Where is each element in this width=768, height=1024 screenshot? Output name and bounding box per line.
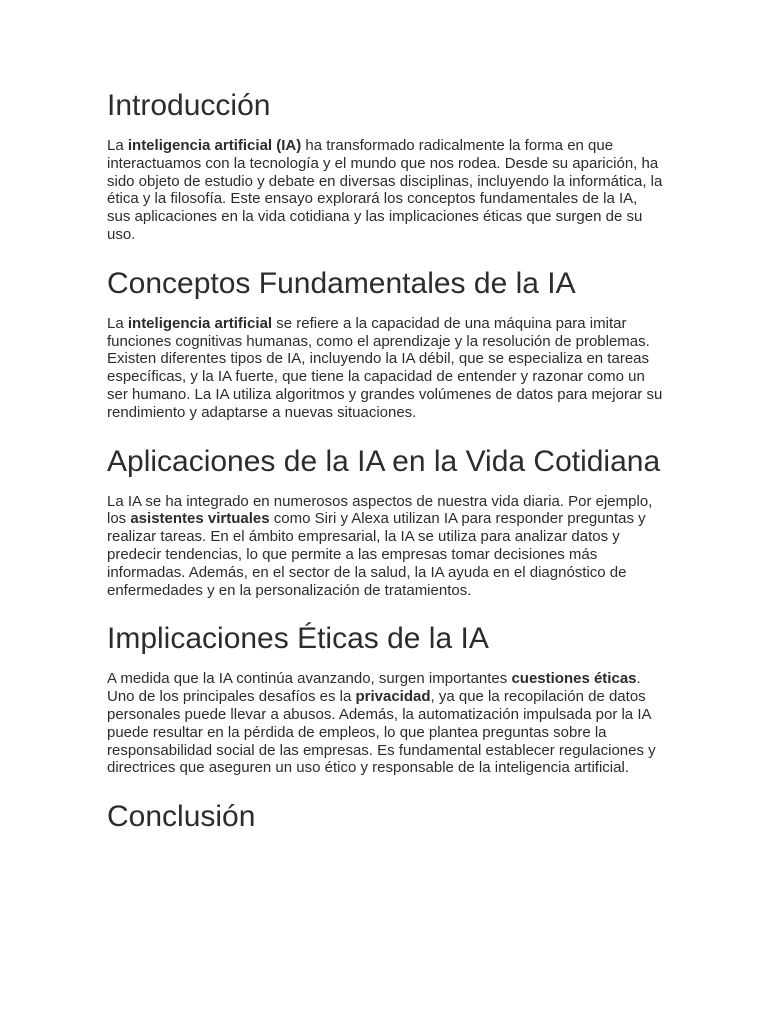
section-heading-aplicaciones: Aplicaciones de la IA en la Vida Cotidiana (107, 444, 661, 478)
section-paragraph-introduccion (107, 137, 663, 244)
section-paragraph-implicaciones (107, 670, 663, 777)
bold-term: inteligencia artificial (127, 314, 273, 332)
paragraph-text: se refiere a la capacidad de una máquina para imitar funciones cognitivas humanas, como el aprendizaje y la resolución de problemas. Existen diferentes tipos de IA, incluyendo la IA débil, que se especializa en tareas específicas, y la IA fuerte, que tiene la capacidad de entender y razonar como un ser humano. La IA utiliza algoritmos y grandes volúmenes de datos para mejorar su rendimiento y adaptarse a nuevas situaciones. (107, 314, 663, 421)
bold-term: privacidad (355, 688, 431, 706)
bold-term: asistentes virtuales (130, 510, 270, 528)
section-heading-implicaciones: Implicaciones Éticas de la IA (107, 622, 489, 656)
section-paragraph-aplicaciones (107, 493, 663, 600)
paragraph-text: A medida que la IA continúa avanzando, surgen importantes (107, 670, 512, 688)
section-paragraph-conceptos (107, 315, 663, 422)
paragraph-text: La (107, 314, 128, 332)
paragraph-text: ha transformado radicalmente la forma en que interactuamos con la tecnología y el mundo que nos rodea. Desde su aparición, ha sido objeto de estudio y debate en diversas disciplinas, incluyendo la informática, la ética y la filosofía. Este ensayo explorará los conceptos fundamentales de la IA, sus aplicaciones en la vida cotidiana y las implicaciones éticas que surgen de su uso. (107, 137, 663, 243)
paragraph-text: La IA se ha integrado en numerosos aspectos de nuestra vida diaria. Por ejemplo, los (107, 492, 653, 528)
paragraph-text: , ya que la recopilación de datos personales puede llevar a abusos. Además, la automatización impulsada por la IA puede resultar en la pérdida de empleos, lo que plantea preguntas sobre la responsabilidad social de las empresas. Es fundamental establecer regulaciones y directrices que aseguren un uso ético y responsable de la inteligencia artificial. (107, 688, 656, 777)
paragraph-text: La (107, 137, 128, 154)
paragraph-text: . Uno de los principales desafíos es la (107, 670, 641, 706)
document-page (107, 88, 663, 848)
section-heading-conceptos: Conceptos Fundamentales de la IA (107, 266, 576, 300)
section-heading-introduccion: Introducción (107, 89, 271, 122)
paragraph-text: como Siri y Alexa utilizan IA para responder preguntas y realizar tareas. En el ámbito empresarial, la IA se utiliza para analizar datos y predecir tendencias, lo que permite a las empresas tomar decisiones más informadas. Además, en el sector de la salud, la IA ayuda en el diagnóstico de enfermedades y en la personalización de tratamientos. (107, 510, 646, 599)
section-heading-conclusion: Conclusión (107, 800, 256, 834)
bold-term: cuestiones éticas (511, 670, 637, 688)
bold-term: inteligencia artificial (IA) (127, 137, 302, 154)
